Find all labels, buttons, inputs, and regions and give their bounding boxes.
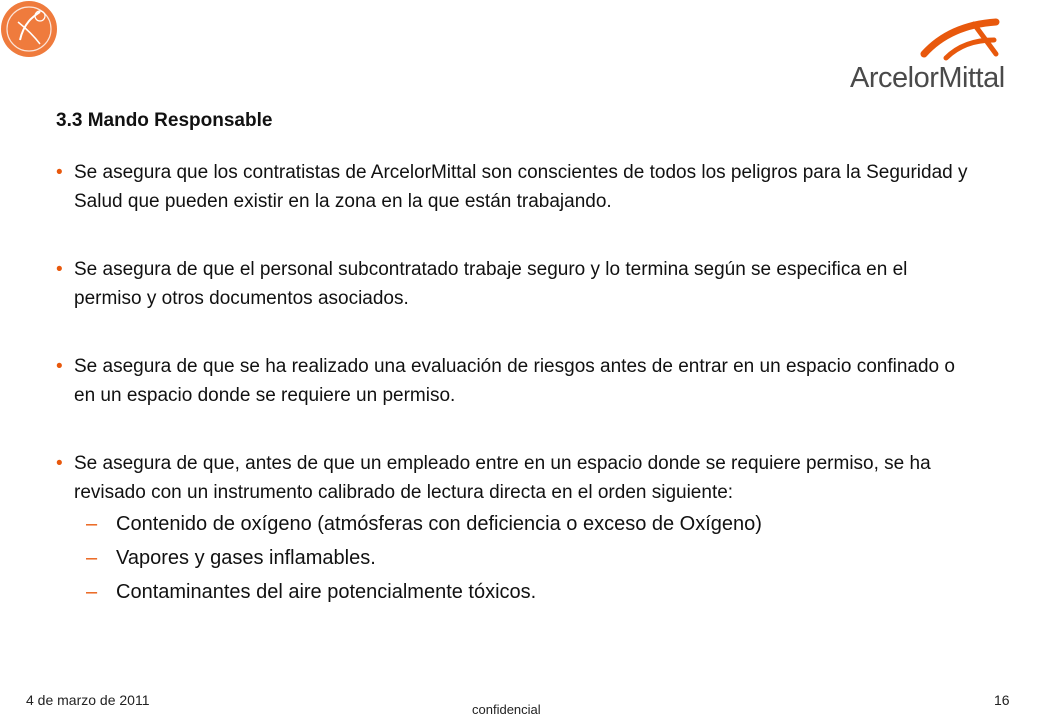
bullet-item (56, 449, 976, 609)
sub-item (86, 507, 976, 541)
bullet-item (56, 352, 976, 410)
sub-list (86, 507, 976, 609)
sub-item-text: Contaminantes del aire potencialmente tóxicos. (116, 581, 537, 603)
page-number: 16 (994, 692, 1010, 708)
sub-item (86, 541, 976, 575)
bullet-text: Se asegura que los contratistas de ArcelorMittal son conscientes de todos los peligros para la Seguridad y Salud que pueden existir en la zona en la que están trabajando. (74, 162, 968, 212)
arcelormittal-logo (846, 14, 1006, 96)
footer-confidential: confidencial (472, 702, 541, 717)
sub-item-text: Vapores y gases inflamables. (116, 547, 376, 569)
bullet-text: Se asegura de que el personal subcontratado trabaje seguro y lo termina según se especifica en el permiso y otros documentos asociados. (74, 259, 908, 309)
bullet-item (56, 255, 976, 313)
bullet-item (56, 158, 976, 216)
footer-date: 4 de marzo de 2011 (26, 692, 150, 708)
bullet-text: Se asegura de que, antes de que un empleado entre en un espacio donde se requiere permiso, se ha revisado con un instrumento calibrado de lectura directa en el orden siguiente: (74, 453, 931, 503)
bullet-list (56, 158, 976, 609)
bullet-text: Se asegura de que se ha realizado una evaluación de riesgos antes de entrar en un espacio confinado o en un espacio donde se requiere un permiso. (74, 356, 955, 406)
slide-title: 3.3 Mando Responsable (56, 110, 273, 131)
arcelormittal-seal-logo (0, 0, 58, 58)
logo-wordmark: ArcelorMittal (850, 62, 1005, 94)
sub-item (86, 575, 976, 609)
sub-item-text: Contenido de oxígeno (atmósferas con deficiencia o exceso de Oxígeno) (116, 513, 762, 535)
